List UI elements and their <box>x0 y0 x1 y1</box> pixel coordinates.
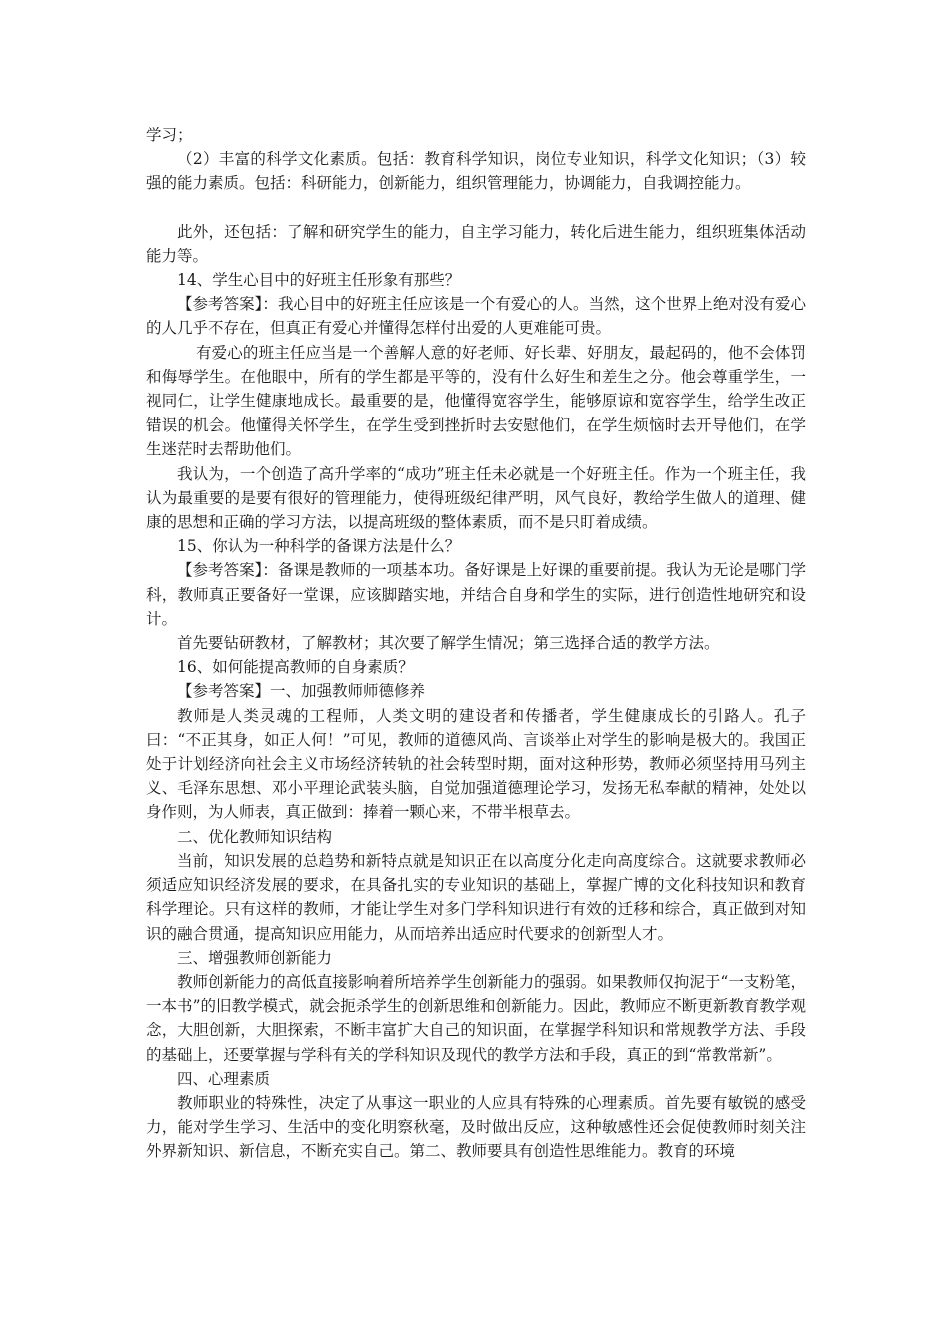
answer-16-heading-1: 【参考答案】一、加强教师师德修养 <box>177 682 426 701</box>
answer-14-intro: 【参考答案】：我心目中的好班主任应该是一个有爱心的人。当然，这个世界上绝对没有爱心的人几乎不存在，但真正有爱心并懂得怎样付出爱的人更难能可贵。 <box>146 295 806 338</box>
question-16: 16、如何能提高教师的自身素质？ <box>177 658 414 677</box>
answer-14-body: 有爱心的班主任应当是一个善解人意的好老师、好长辈、好朋友，最起码的，他不会体罚和侮辱学生。在他眼中，所有的学生都是平等的，没有什么好生和差生之分。他会尊重学生，一视同仁，让学生健康地成长。最重要的是，他懂得宽容学生，能够原谅和宽容学生，给学生改正错误的机会。他懂得关怀学生，在学生受到挫折时去安慰他们，在学生烦恼时去开导他们，在学生迷茫时去帮助他们。 <box>146 343 806 459</box>
answer-15-steps: 首先要钻研教材，了解教材；其次要了解学生情况；第三选择合适的教学方法。 <box>177 634 720 653</box>
paragraph-additional-abilities: 此外，还包括：了解和研究学生的能力，自主学习能力，转化后进生能力，组织班集体活动能力等。 <box>146 222 806 265</box>
answer-16-heading-3: 三、增强教师创新能力 <box>177 948 333 967</box>
answer-16-heading-2: 二、优化教师知识结构 <box>177 827 333 846</box>
question-14: 14、学生心目中的好班主任形象有那些？ <box>177 271 461 290</box>
answer-16-section-2: 当前，知识发展的总趋势和新特点就是知识正在以高度分化走向高度综合。这就要求教师必须适应知识经济发展的要求，在具备扎实的专业知识的基础上，掌握广博的文化科技知识和教育科学理论。只有这样的教师，才能让学生对多门学科知识进行有效的迁移和综合，真正做到对知识的融合贯通，提高知识应用能力，从而培养出适应时代要求的创新型人才。 <box>146 851 806 943</box>
paragraph-science-culture: （2）丰富的科学文化素质。包括：教育科学知识，岗位专业知识，科学文化知识；（3）较强的能力素质。包括：科研能力，创新能力，组织管理能力，协调能力，自我调控能力。 <box>146 150 806 193</box>
answer-14-conclusion: 我认为，一个创造了高升学率的“成功”班主任未必就是一个好班主任。作为一个班主任，我认为最重要的是要有很好的管理能力，使得班级纪律严明，风气良好，教给学生做人的道理、健康的思想和正确的学习方法，以提高班级的整体素质，而不是只盯着成绩。 <box>146 464 806 532</box>
paragraph-continuation: 学习； <box>146 126 193 144</box>
answer-16-section-3: 教师创新能力的高低直接影响着所培养学生创新能力的强弱。如果教师仅拘泥于“一支粉笔，一本书”的旧教学模式，就会扼杀学生的创新思维和创新能力。因此，教师应不断更新教育教学观念，大胆创新，大胆探索，不断丰富扩大自己的知识面，在掌握学科知识和常规教学方法、手段的基础上，还要掌握与学科有关的学科知识及现代的教学方法和手段，真正的到“常教常新”。 <box>146 972 806 1064</box>
blank-line <box>146 196 806 220</box>
document-body <box>146 123 806 1164</box>
answer-16-heading-4: 四、心理素质 <box>177 1069 271 1088</box>
question-15: 15、你认为一种科学的备课方法是什么？ <box>177 537 461 556</box>
answer-15-intro: 【参考答案】：备课是教师的一项基本功。备好课是上好课的重要前提。我认为无论是哪门学科，教师真正要备好一堂课，应该脚踏实地，并结合自身和学生的实际，进行创造性地研究和设计。 <box>146 561 806 628</box>
answer-16-section-1: 教师是人类灵魂的工程师，人类文明的建设者和传播者，学生健康成长的引路人。孔子曰：“不正其身，如正人何！”可见，教师的道德风尚、言谈举止对学生的影响是极大的。我国正处于计划经济向社会主义市场经济转轨的社会转型时期，面对这种形势，教师必须坚持用马列主义、毛泽东思想、邓小平理论武装头脑，自觉加强道德理论学习，发扬无私奉献的精神，处处以身作则，为人师表，真正做到：捧着一颗心来，不带半根草去。 <box>146 706 806 822</box>
answer-16-section-4: 教师职业的特殊性，决定了从事这一职业的人应具有特殊的心理素质。首先要有敏锐的感受力，能对学生学习、生活中的变化明察秋毫，及时做出反应，这种敏感性还会促使教师时刻关注外界新知识、新信息，不断充实自己。第二、教师要具有创造性思维能力。教育的环境 <box>146 1093 806 1161</box>
